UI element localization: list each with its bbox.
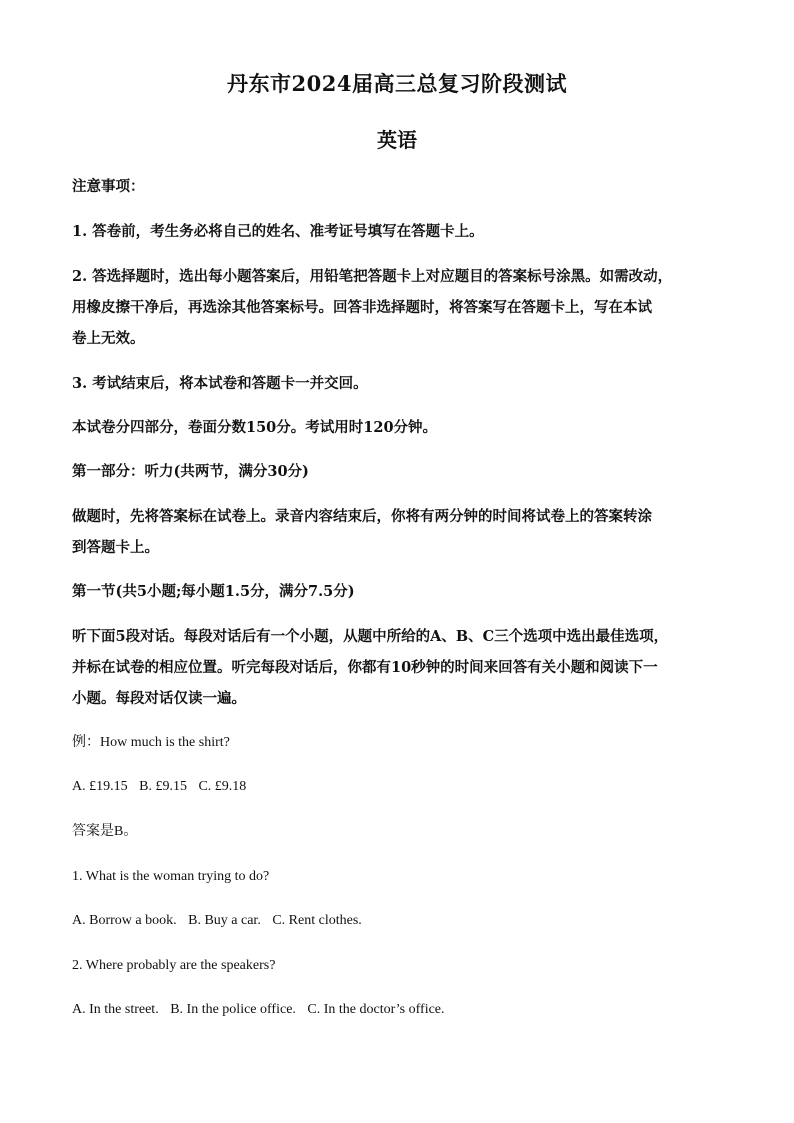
- question-1-option-b: B. Buy a car.: [188, 913, 261, 928]
- notice-item-1: 1. 答卷前，考生务必将自己的姓名、准考证号填写在答题卡上。: [72, 223, 484, 240]
- question-2-option-c: C. In the doctor’s office.: [307, 1002, 445, 1017]
- question-2: 2. Where probably are the speakers?: [72, 958, 276, 973]
- subject-title: 英语: [377, 128, 417, 152]
- page-title: 丹东市2024届高三总复习阶段测试: [227, 71, 567, 96]
- question-1-options: [72, 911, 370, 931]
- question-2-option-b: B. In the police office.: [170, 1002, 296, 1017]
- question-1-option-a: A. Borrow a book.: [72, 913, 177, 928]
- section-1-instruction-line-2: 并标在试卷的相应位置。听完每段对话后，你都有10秒钟的时间来回答有关小题和阅读下一: [72, 659, 658, 676]
- example-question: 例：How much is the shirt?: [72, 735, 230, 750]
- example-option-b: B. £9.15: [139, 779, 187, 794]
- question-2-options: [72, 1000, 453, 1020]
- example-answer: 答案是B。: [72, 824, 138, 839]
- question-1-option-c: C. Rent clothes.: [272, 913, 362, 928]
- example-option-c: C. £9.18: [198, 779, 247, 794]
- section-1-heading: 第一节(共5小题;每小题1.5分，满分7.5分): [72, 583, 355, 600]
- notice-heading: 注意事项：: [72, 178, 145, 195]
- part-1-heading: 第一部分：听力(共两节，满分30分): [72, 463, 309, 480]
- part-1-instruction-line-1: 做题时，先将答案标在试卷上。录音内容结束后，你将有两分钟的时间将试卷上的答案转涂: [72, 508, 652, 525]
- question-1: 1. What is the woman trying to do?: [72, 869, 270, 884]
- example-options: [72, 777, 254, 797]
- part-1-instruction-line-2: 到答题卡上。: [72, 539, 159, 556]
- section-1-instruction-line-3: 小题。每段对话仅读一遍。: [72, 690, 246, 707]
- example-option-a: A. £19.15: [72, 779, 128, 794]
- exam-info: 本试卷分四部分，卷面分数150分。考试用时120分钟。: [72, 419, 438, 436]
- notice-item-2-line-1: 2. 答选择题时，选出每小题答案后，用铅笔把答题卡上对应题目的答案标号涂黑。如需改动，: [72, 268, 673, 285]
- section-1-instruction-line-1: 听下面5段对话。每段对话后有一个小题，从题中所给的A、B、C三个选项中选出最佳选项，: [72, 628, 669, 645]
- notice-item-3: 3. 考试结束后，将本试卷和答题卡一并交回。: [72, 375, 368, 392]
- notice-item-2-line-3: 卷上无效。: [72, 330, 145, 347]
- notice-item-2-line-2: 用橡皮擦干净后，再选涂其他答案标号。回答非选择题时，将答案写在答题卡上，写在本试: [72, 299, 652, 316]
- question-2-option-a: A. In the street.: [72, 1002, 159, 1017]
